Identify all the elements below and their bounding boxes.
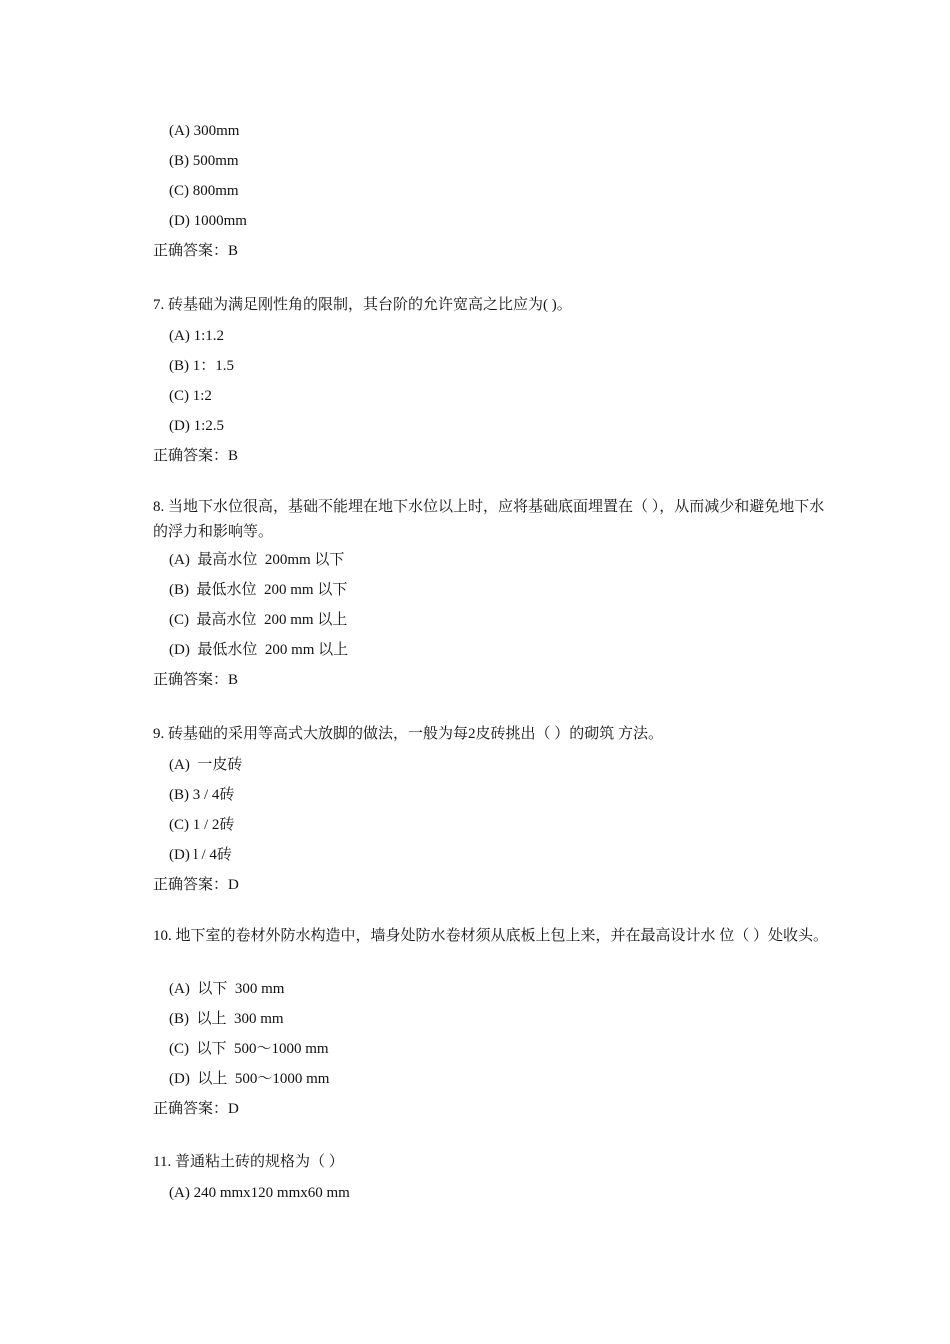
q10-option-c: (C) 以下 500～1000 mm (169, 1041, 329, 1057)
q6-answer: 正确答案：B (153, 243, 239, 259)
q7-option-a: (A) 1:1.2 (169, 328, 224, 344)
q6-option-a: (A) 300mm (169, 123, 240, 139)
q8-option-c: (C) 最高水位 200 mm 以上 (169, 612, 348, 628)
q8-answer: 正确答案：B (153, 672, 239, 688)
q10-stem: 10. 地下室的卷材外防水构造中，墙身处防水卷材须从底板上包上来，并在最高设计水 位（ ）处收头。 (153, 928, 829, 944)
q6-option-c: (C) 800mm (169, 183, 239, 199)
q6-option-d: (D) 1000mm (169, 213, 247, 229)
q9-stem: 9. 砖基础的采用等高式大放脚的做法，一般为每2皮砖挑出（ ）的砌筑 方法。 (153, 726, 664, 742)
q9-option-d: (D) l / 4砖 (169, 847, 232, 863)
q8-option-b: (B) 最低水位 200 mm 以下 (169, 582, 348, 598)
q9-option-a: (A) 一皮砖 (169, 757, 243, 773)
q9-option-c: (C) 1 / 2砖 (169, 817, 235, 833)
q7-option-c: (C) 1:2 (169, 388, 212, 404)
q9-answer: 正确答案：D (153, 877, 239, 893)
q11-stem: 11. 普通粘土砖的规格为（ ） (153, 1154, 344, 1170)
q11-option-a: (A) 240 mmx120 mmx60 mm (169, 1185, 350, 1201)
q8-option-a: (A) 最高水位 200mm 以下 (169, 552, 345, 568)
q10-option-d: (D) 以上 500～1000 mm (169, 1071, 330, 1087)
q7-option-d: (D) 1:2.5 (169, 418, 224, 434)
q10-option-b: (B) 以上 300 mm (169, 1011, 284, 1027)
q10-option-a: (A) 以下 300 mm (169, 981, 285, 997)
q8-option-d: (D) 最低水位 200 mm 以上 (169, 642, 349, 658)
q7-stem: 7. 砖基础为满足刚性角的限制，其台阶的允许宽高之比应为( )。 (153, 297, 572, 313)
q10-answer: 正确答案：D (153, 1101, 239, 1117)
q7-answer: 正确答案：B (153, 448, 239, 464)
q8-stem: 8. 当地下水位很高，基础不能埋在地下水位以上时，应将基础底面埋置在（ ），从而减少和避免地下水的浮力和影响等。 (153, 499, 825, 540)
q9-option-b: (B) 3 / 4砖 (169, 787, 235, 803)
q6-option-b: (B) 500mm (169, 153, 239, 169)
q7-option-b: (B) 1：1.5 (169, 358, 234, 374)
